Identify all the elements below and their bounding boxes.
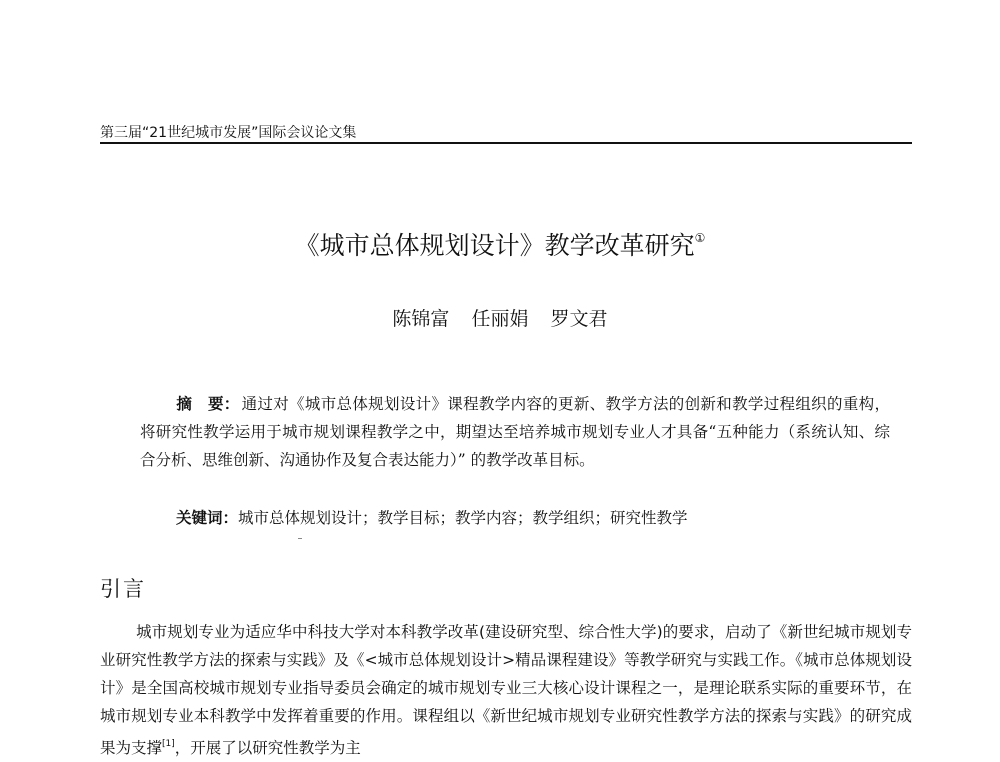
- section-heading: 引言: [100, 577, 146, 601]
- author-name: 陈锦富: [392, 308, 450, 330]
- body-text-part: 城市规划专业为适应华中科技大学对本科教学改革(建设研究型、综合性大学)的要求，启动了《新世纪城市规划专业研究性教学方法的探索与实践》及《<城市总体规划设计>精品课程建设》等教学研究与实践工作。《城市总体规划设计》是全国高校城市规划专业指导委员会确定的城市规划专业三大核心设计课程之一，是理论联系实际的重要环节，在城市规划专业本科教学中发挥着重要的作用。课程组以《新世纪城市规划专业研究性教学方法的探索与实践》的研究成果为支撑: [100, 623, 912, 757]
- running-head: 第三届“21世纪城市发展”国际会议论文集: [100, 125, 357, 141]
- body-text-part: ，开展了以研究性教学为主: [174, 739, 361, 757]
- title-footnote-mark: ①: [694, 231, 706, 245]
- author-list: [100, 304, 900, 331]
- paper-title: [100, 226, 900, 262]
- header-rule: [100, 142, 912, 144]
- keywords-text: 城市总体规划设计；教学目标；教学内容；教学组织；研究性教学: [238, 509, 688, 527]
- abstract: [140, 390, 890, 474]
- title-text: 《城市总体规划设计》教学改革研究: [294, 231, 695, 260]
- scan-speck: [298, 538, 302, 539]
- author-name: 罗文君: [550, 308, 608, 330]
- keywords: [176, 504, 896, 532]
- author-name: 任丽娟: [471, 308, 529, 330]
- abstract-label: 摘 要：: [176, 395, 240, 413]
- citation-ref: [1]: [162, 739, 175, 749]
- keywords-label: 关键词：: [176, 509, 239, 527]
- abstract-text: 通过对《城市总体规划设计》课程教学内容的更新、教学方法的创新和教学过程组织的重构，将研究性教学运用于城市规划课程教学之中，期望达至培养城市规划专业人才具备“五种能力（系统认知、综合分析、思维创新、沟通协作及复合表达能力）” 的教学改革目标。: [140, 395, 890, 469]
- body-paragraph: [100, 618, 912, 762]
